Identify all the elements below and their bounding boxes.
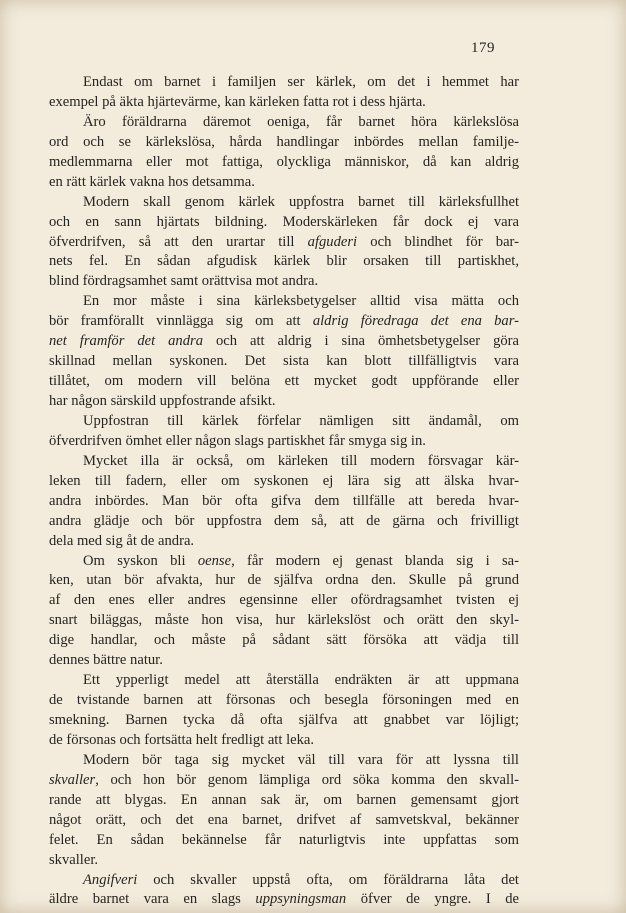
text-line: dennes bättre natur.	[49, 652, 163, 669]
text-line: exempel på äkta hjärtevärme, kan kärleken fatta rot i dess hjärta.	[49, 93, 426, 110]
text-line: ord och se kärlekslösa, hårda handlingar inbördes mellan familje-	[49, 133, 519, 150]
text-line: af den enes eller andres egensinne eller ofördragsamhet tvisten ej	[49, 592, 519, 609]
text-line: och en sann hjärtats bildning. Moderskärleken får dock ej vara	[49, 213, 519, 230]
text-line: nets fel. En sådan afgudisk kärlek blir orsaken till partiskhet,	[49, 253, 519, 270]
text-line: felet. En sådan bekännelse får naturligtvis inte uppfattas som	[49, 831, 519, 848]
text-line: Mycket illa är också, om kärleken till modern försvagar kär-	[83, 452, 519, 469]
text-line: En mor måste i sina kärleksbetygelser alltid visa mätta och	[83, 293, 519, 310]
text-line: skvaller.	[49, 851, 99, 868]
text-line: de tvistande barnen att försonas och besegla försoningen med en	[49, 692, 519, 709]
text-line: rande att blygas. En annan sak är, om barnen gemensamt gjort	[49, 791, 519, 808]
text-line: Om syskon bli oense, får modern ej genast blanda sig i sa-	[83, 552, 519, 569]
text-line: Modern skall genom kärlek uppfostra barnet till kärleksfullhet	[83, 193, 519, 210]
text-line: något orätt, och det ena barnet, drifvet af samvetskval, bekänner	[49, 811, 519, 828]
text-line: de försonas och fortsätta helt fredligt att leka.	[49, 731, 315, 748]
text-line: snart biläggas, måste hon visa, hur kärlekslöst och orätt den skyl-	[49, 612, 519, 629]
text-line: Ett ypperligt medel att återställa endräkten är att uppmana	[83, 672, 519, 689]
text-line: bör framförallt vinnlägga sig om att aldrig föredraga det ena bar-	[49, 313, 519, 330]
text-line: tillåtet, om modern vill belöna ett mycket godt uppförande eller	[49, 373, 519, 390]
text-line: Angifveri och skvaller uppstå ofta, om föräldrarna låta det	[83, 871, 519, 888]
text-line: skvaller, och hon bör genom lämpliga ord söka komma den skvall-	[49, 771, 519, 788]
text-line: Endast om barnet i familjen ser kärlek, om det i hemmet har	[83, 74, 519, 90]
text-line: andra glädje och bör uppfostra dem så, att de gärna och frivilligt	[49, 512, 519, 529]
text-line: en rätt kärlek vakna hos detsamma.	[49, 173, 255, 190]
text-line: Äro föräldrarna däremot oeniga, får barnet höra kärlekslösa	[83, 113, 519, 130]
text-line: leken till fadern, eller om syskonen ej lära sig att älska hvar-	[49, 472, 519, 489]
body-text	[49, 73, 519, 910]
page-number: 179	[471, 40, 495, 56]
text-line: Uppfostran till kärlek förfelar nämligen sitt ändamål, om	[83, 412, 519, 429]
text-line: Modern bör taga sig mycket väl till vara för att lyssna till	[83, 751, 519, 768]
text-line: blind fördragsamhet samt orättvisa mot andra.	[49, 273, 319, 290]
text-line: dela med sig åt de andra.	[49, 532, 195, 549]
text-line: har någon särskild uppfostrande afsikt.	[49, 393, 276, 409]
text-line: äldre barnet vara en slags uppsyningsman öfver de yngre. I de	[49, 891, 519, 908]
text-line: smekning. Barnen tycka då ofta själfva att gnabbet var löjligt;	[49, 712, 519, 728]
text-line: öfverdrifven, så att den urartar till afguderi och blindhet för bar-	[49, 233, 519, 250]
text-line: net framför det andra och att aldrig i sina ömhetsbetygelser göra	[49, 333, 520, 350]
text-line: andra inbördes. Man bör ofta gifva dem tillfälle att bereda hvar-	[49, 492, 519, 509]
text-line: medlemmarna eller mot fattiga, olyckliga människor, då kan aldrig	[49, 153, 519, 170]
text-line: skillnad mellan syskonen. Det sista kan blott tillfälligtvis vara	[49, 353, 519, 370]
text-line: öfverdrifven ömhet eller någon slags partiskhet får smyga sig in.	[49, 432, 426, 449]
text-line: dige handlar, och måste på sådant sätt försöka att vädja till	[49, 632, 519, 649]
text-line: ken, utan bör afvakta, hur de själfva ordna den. Skulle på grund	[49, 572, 519, 589]
